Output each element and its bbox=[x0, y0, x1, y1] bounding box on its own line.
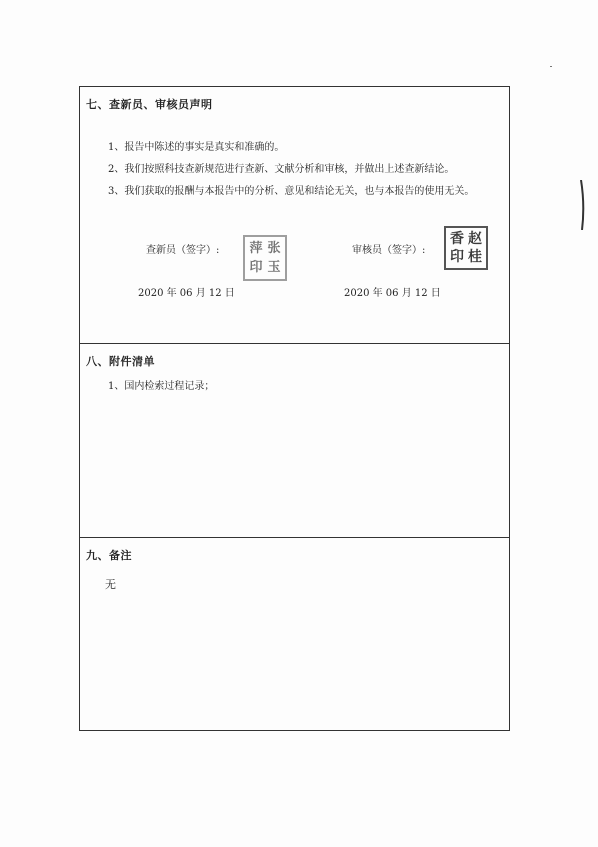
attachment-item-1: 1、国内检索过程记录； bbox=[108, 381, 215, 392]
remarks-section bbox=[80, 538, 509, 730]
report-form-table bbox=[79, 86, 510, 731]
searcher-signature-label: 查新员（签字）: bbox=[146, 245, 220, 256]
seal-char: 赵 bbox=[468, 231, 482, 247]
reviewer-seal bbox=[444, 226, 488, 270]
scan-edge-mark bbox=[580, 180, 586, 230]
scan-speck bbox=[550, 66, 552, 67]
declaration-item-3: 3、我们获取的报酬与本报告中的分析、意见和结论无关，也与本报告的使用无关。 bbox=[108, 186, 475, 197]
remarks-content: 无 bbox=[105, 578, 116, 591]
seal-char: 印 bbox=[450, 249, 464, 265]
remarks-heading: 九、备注 bbox=[86, 549, 132, 562]
declaration-section bbox=[80, 87, 509, 344]
seal-char: 印 bbox=[249, 260, 263, 275]
declaration-item-2: 2、我们按照科技查新规范进行查新、文献分析和审核，并做出上述查新结论。 bbox=[108, 164, 455, 175]
seal-char: 玉 bbox=[267, 260, 281, 275]
seal-char: 香 bbox=[450, 231, 464, 247]
searcher-seal bbox=[243, 235, 287, 281]
seal-char: 张 bbox=[267, 241, 281, 256]
reviewer-signature-label: 审核员（签字）: bbox=[352, 245, 426, 256]
declaration-heading: 七、查新员、审核员声明 bbox=[86, 98, 213, 111]
reviewer-date: 2020 年 06 月 12 日 bbox=[344, 288, 441, 299]
seal-char: 萍 bbox=[249, 241, 263, 256]
attachments-heading: 八、附件清单 bbox=[86, 355, 155, 368]
searcher-date: 2020 年 06 月 12 日 bbox=[138, 288, 235, 299]
seal-char: 桂 bbox=[468, 249, 482, 265]
declaration-item-1: 1、报告中陈述的事实是真实和准确的。 bbox=[108, 142, 285, 153]
attachments-section bbox=[80, 344, 509, 538]
